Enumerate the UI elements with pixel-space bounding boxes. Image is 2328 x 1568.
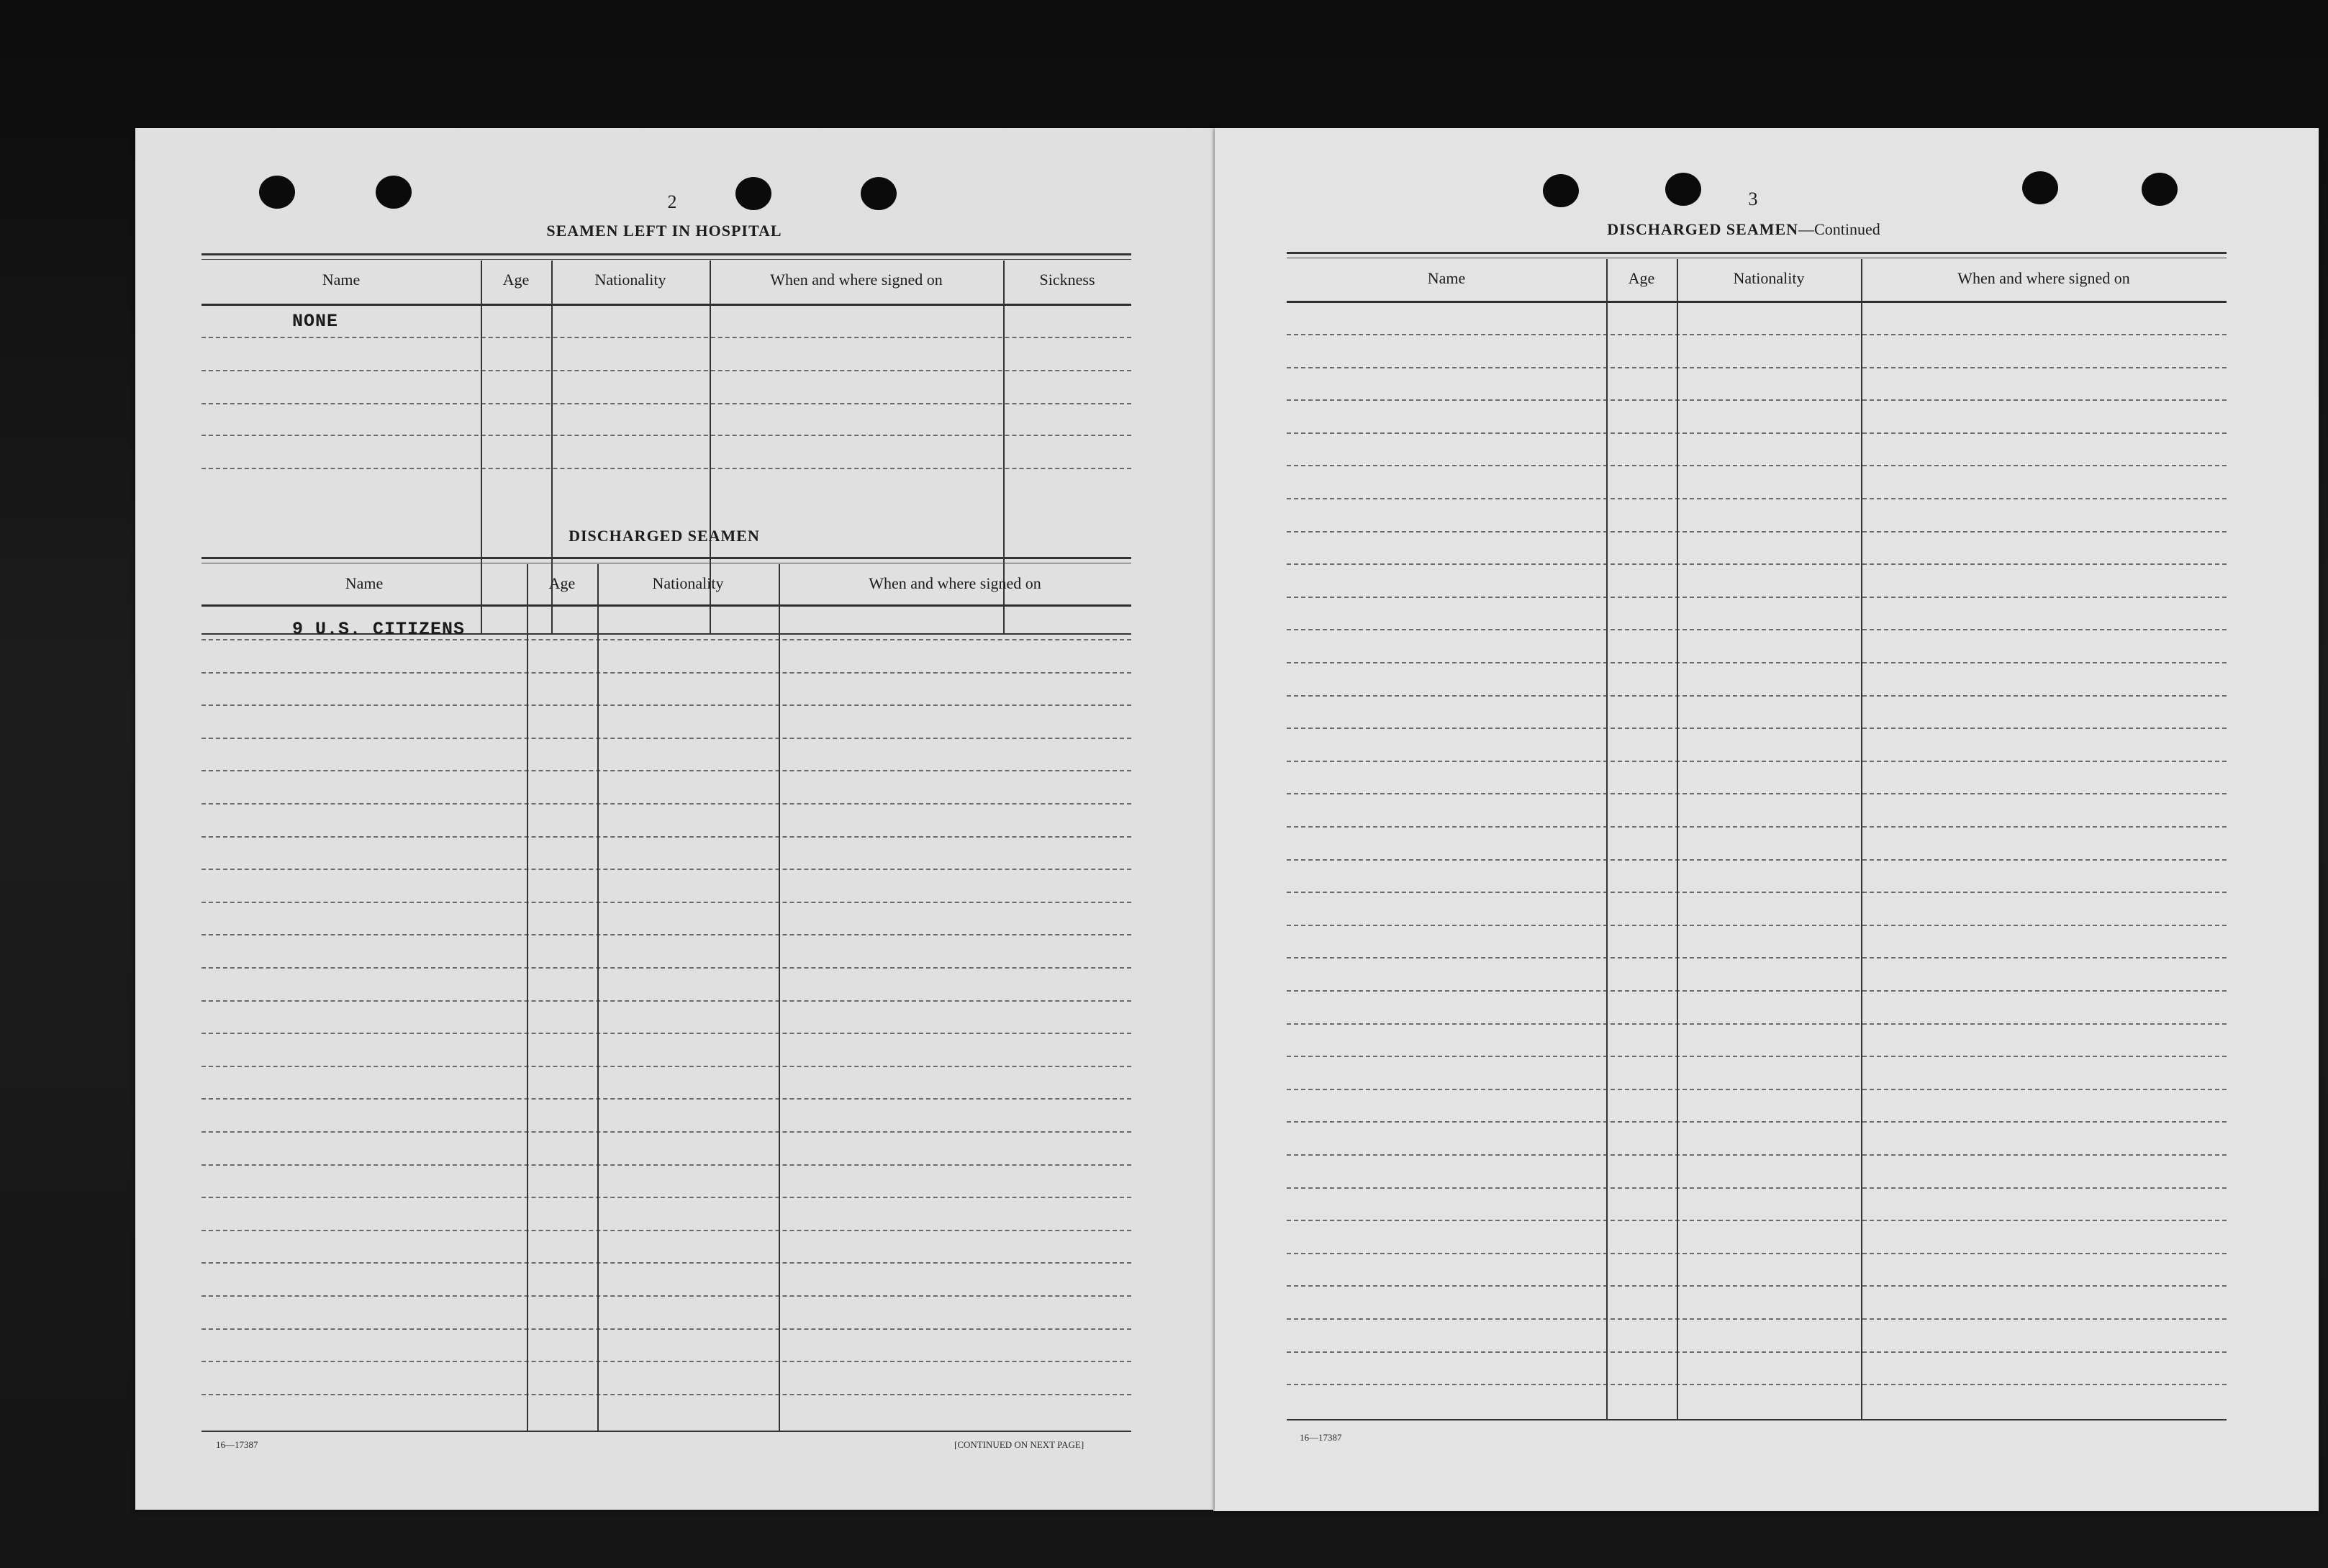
continued-note: [CONTINUED ON NEXT PAGE] bbox=[954, 1439, 1084, 1450]
table-row bbox=[201, 836, 1131, 838]
table-row bbox=[201, 468, 1131, 469]
column-header-name: Name bbox=[1427, 269, 1466, 287]
table-row bbox=[1287, 695, 2227, 697]
table-row bbox=[201, 704, 1131, 706]
hospital-section-title: SEAMEN LEFT IN HOSPITAL bbox=[546, 222, 782, 240]
discharged-table bbox=[201, 557, 1131, 1436]
table-row bbox=[1287, 728, 2227, 729]
hospital-entry-name: NONE bbox=[292, 311, 339, 332]
page-number: 2 bbox=[667, 191, 677, 212]
table-row bbox=[201, 1328, 1131, 1330]
table-row bbox=[1287, 826, 2227, 828]
right-page bbox=[1215, 128, 2319, 1511]
column-header-nationality: Nationality bbox=[1733, 269, 1805, 287]
table-row bbox=[1287, 1056, 2227, 1057]
table-row bbox=[1287, 399, 2227, 401]
table-row bbox=[1287, 1384, 2227, 1385]
table-row bbox=[201, 435, 1131, 436]
table-row bbox=[201, 1033, 1131, 1034]
punch-hole bbox=[2022, 171, 2058, 204]
column-header-name: Name bbox=[345, 574, 384, 592]
table-row bbox=[1287, 498, 2227, 499]
form-number: 16—17387 bbox=[216, 1439, 258, 1450]
table-row bbox=[201, 770, 1131, 771]
table-row bbox=[1287, 465, 2227, 466]
discharged-section-title: DISCHARGED SEAMEN bbox=[569, 527, 760, 545]
table-row bbox=[1287, 597, 2227, 598]
table-row bbox=[201, 1098, 1131, 1100]
table-row bbox=[201, 1394, 1131, 1395]
table-row bbox=[1287, 1253, 2227, 1254]
table-row bbox=[201, 1000, 1131, 1002]
table-row bbox=[1287, 432, 2227, 434]
table-row bbox=[1287, 1023, 2227, 1025]
table-row bbox=[1287, 1220, 2227, 1221]
column-header-age: Age bbox=[548, 574, 576, 592]
discharged-entry-name: 9 U.S. CITIZENS bbox=[292, 619, 466, 640]
table-row bbox=[1287, 990, 2227, 992]
table-row bbox=[201, 738, 1131, 739]
discharged-continued-table bbox=[1287, 252, 2227, 1425]
table-row bbox=[201, 1295, 1131, 1297]
column-header-sickness: Sickness bbox=[1039, 271, 1095, 289]
discharged-continued-title: DISCHARGED SEAMEN—Continued bbox=[1607, 220, 1880, 238]
table-row bbox=[201, 967, 1131, 969]
table-row bbox=[201, 403, 1131, 404]
column-header-signed-on: When and where signed on bbox=[770, 271, 943, 289]
table-row bbox=[1287, 1154, 2227, 1156]
table-row bbox=[1287, 892, 2227, 893]
table-row bbox=[1287, 761, 2227, 762]
punch-hole bbox=[259, 176, 295, 209]
left-page bbox=[135, 128, 1215, 1510]
column-header-signed-on: When and where signed on bbox=[1957, 269, 2130, 287]
punch-hole bbox=[735, 177, 771, 210]
table-row bbox=[1287, 1121, 2227, 1123]
table-row bbox=[201, 1066, 1131, 1067]
table-row bbox=[1287, 1285, 2227, 1287]
table-row bbox=[201, 1164, 1131, 1166]
column-header-name: Name bbox=[322, 271, 361, 289]
table-row bbox=[201, 1230, 1131, 1231]
table-row bbox=[1287, 334, 2227, 335]
table-row bbox=[1287, 662, 2227, 663]
form-number: 16—17387 bbox=[1300, 1432, 1342, 1443]
table-row bbox=[1287, 859, 2227, 861]
table-row bbox=[201, 1197, 1131, 1198]
table-row bbox=[1287, 925, 2227, 926]
table-row bbox=[1287, 531, 2227, 533]
table-row bbox=[201, 672, 1131, 674]
table-row bbox=[1287, 1089, 2227, 1090]
table-row bbox=[201, 1131, 1131, 1133]
table-row bbox=[1287, 563, 2227, 565]
table-row bbox=[1287, 1187, 2227, 1189]
column-header-signed-on: When and where signed on bbox=[869, 574, 1041, 592]
column-header-age: Age bbox=[1628, 269, 1655, 287]
table-row bbox=[201, 902, 1131, 903]
punch-hole bbox=[1543, 174, 1579, 207]
table-row bbox=[201, 803, 1131, 805]
punch-hole bbox=[376, 176, 412, 209]
table-row bbox=[1287, 1318, 2227, 1320]
table-row bbox=[201, 934, 1131, 935]
punch-hole bbox=[1665, 173, 1701, 206]
column-header-age: Age bbox=[502, 271, 530, 289]
table-row bbox=[201, 869, 1131, 870]
table-row bbox=[1287, 957, 2227, 959]
table-row bbox=[201, 1361, 1131, 1362]
table-row bbox=[1287, 629, 2227, 630]
table-row bbox=[201, 337, 1131, 338]
column-header-nationality: Nationality bbox=[594, 271, 666, 289]
table-row bbox=[1287, 1351, 2227, 1353]
table-row bbox=[201, 370, 1131, 371]
page-number: 3 bbox=[1748, 189, 1758, 209]
punch-hole bbox=[861, 177, 897, 210]
table-row bbox=[201, 1262, 1131, 1264]
table-row bbox=[1287, 367, 2227, 368]
column-header-nationality: Nationality bbox=[652, 574, 724, 592]
table-row bbox=[1287, 793, 2227, 794]
punch-hole bbox=[2142, 173, 2178, 206]
